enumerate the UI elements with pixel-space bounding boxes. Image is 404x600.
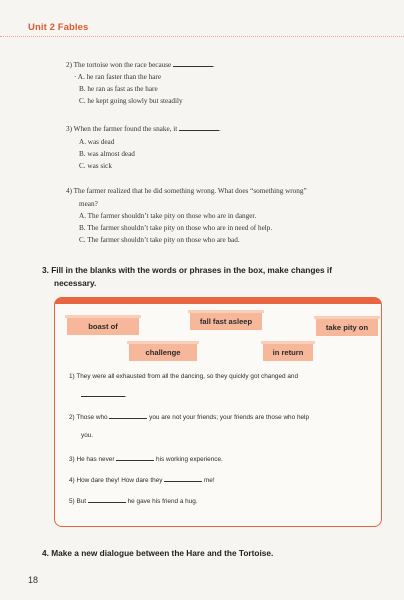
option-c: C. was sick	[79, 162, 112, 170]
fill-item-2: 2) Those who you are not your friends; your friends are those who help	[69, 414, 310, 421]
header-divider	[0, 36, 404, 37]
question-2: 2) The tortoise won the race because .	[66, 61, 215, 69]
box-top-bar	[55, 298, 381, 304]
word-card: fall fast asleep	[190, 312, 262, 330]
question-3: 3) When the farmer found the snake, it .	[66, 125, 221, 133]
option-c: C. he kept going slowly but steadily	[79, 97, 183, 105]
option-b: B. was almost dead	[79, 150, 135, 158]
fill-item-4: 4) How dare they! How dare they me!	[69, 477, 215, 484]
answer-blank	[109, 412, 147, 419]
word-card: boast of	[67, 317, 139, 335]
answer-blank	[81, 390, 125, 397]
fill-item-5: 5) But he gave his friend a hug.	[69, 498, 198, 505]
option-b: B. he ran as fast as the hare	[79, 85, 158, 93]
option-a: · A. he ran faster than the hare	[74, 73, 162, 81]
question-4-stem: 4) The farmer realized that he did something wrong. What does “something wrong”	[66, 187, 307, 195]
answer-blank	[179, 124, 219, 131]
answer-blank	[164, 475, 202, 482]
option-a: A. was dead	[79, 138, 115, 146]
answer-blank	[116, 454, 154, 461]
answer-blank	[88, 496, 126, 503]
fill-item-1: 1) They were all exhausted from all the dancing, so they quickly got changed and	[69, 373, 299, 380]
fill-item-3: 3) He has never his working experience.	[69, 456, 223, 463]
answer-blank	[173, 60, 213, 67]
section-3-title-cont: necessary.	[54, 278, 97, 288]
word-card: challenge	[129, 343, 197, 361]
word-card: take pity on	[316, 318, 378, 336]
unit-title: Unit 2 Fables	[28, 22, 89, 33]
word-card: in return	[263, 343, 313, 361]
page-number: 18	[28, 575, 39, 585]
section-3-title: 3. Fill in the blanks with the words or phrases in the box, make changes if	[42, 265, 332, 275]
question-stem: 2) The tortoise won the race because	[66, 61, 172, 69]
exercise-box	[54, 297, 382, 527]
option-c: C. The farmer shouldn’t take pity on those who are bad.	[79, 236, 240, 244]
question-stem: 3) When the farmer found the snake, it	[66, 125, 178, 133]
fill-item-2-cont: you.	[81, 432, 94, 439]
fill-item-1-cont: .	[81, 390, 127, 400]
option-b: B. The farmer shouldn’t take pity on those who are in need of help.	[79, 224, 273, 232]
option-a: A. The farmer shouldn’t take pity on those who are in danger.	[79, 212, 257, 220]
section-4-title: 4. Make a new dialogue between the Hare and the Tortoise.	[42, 548, 274, 558]
question-4-stem-cont: mean?	[79, 200, 98, 208]
